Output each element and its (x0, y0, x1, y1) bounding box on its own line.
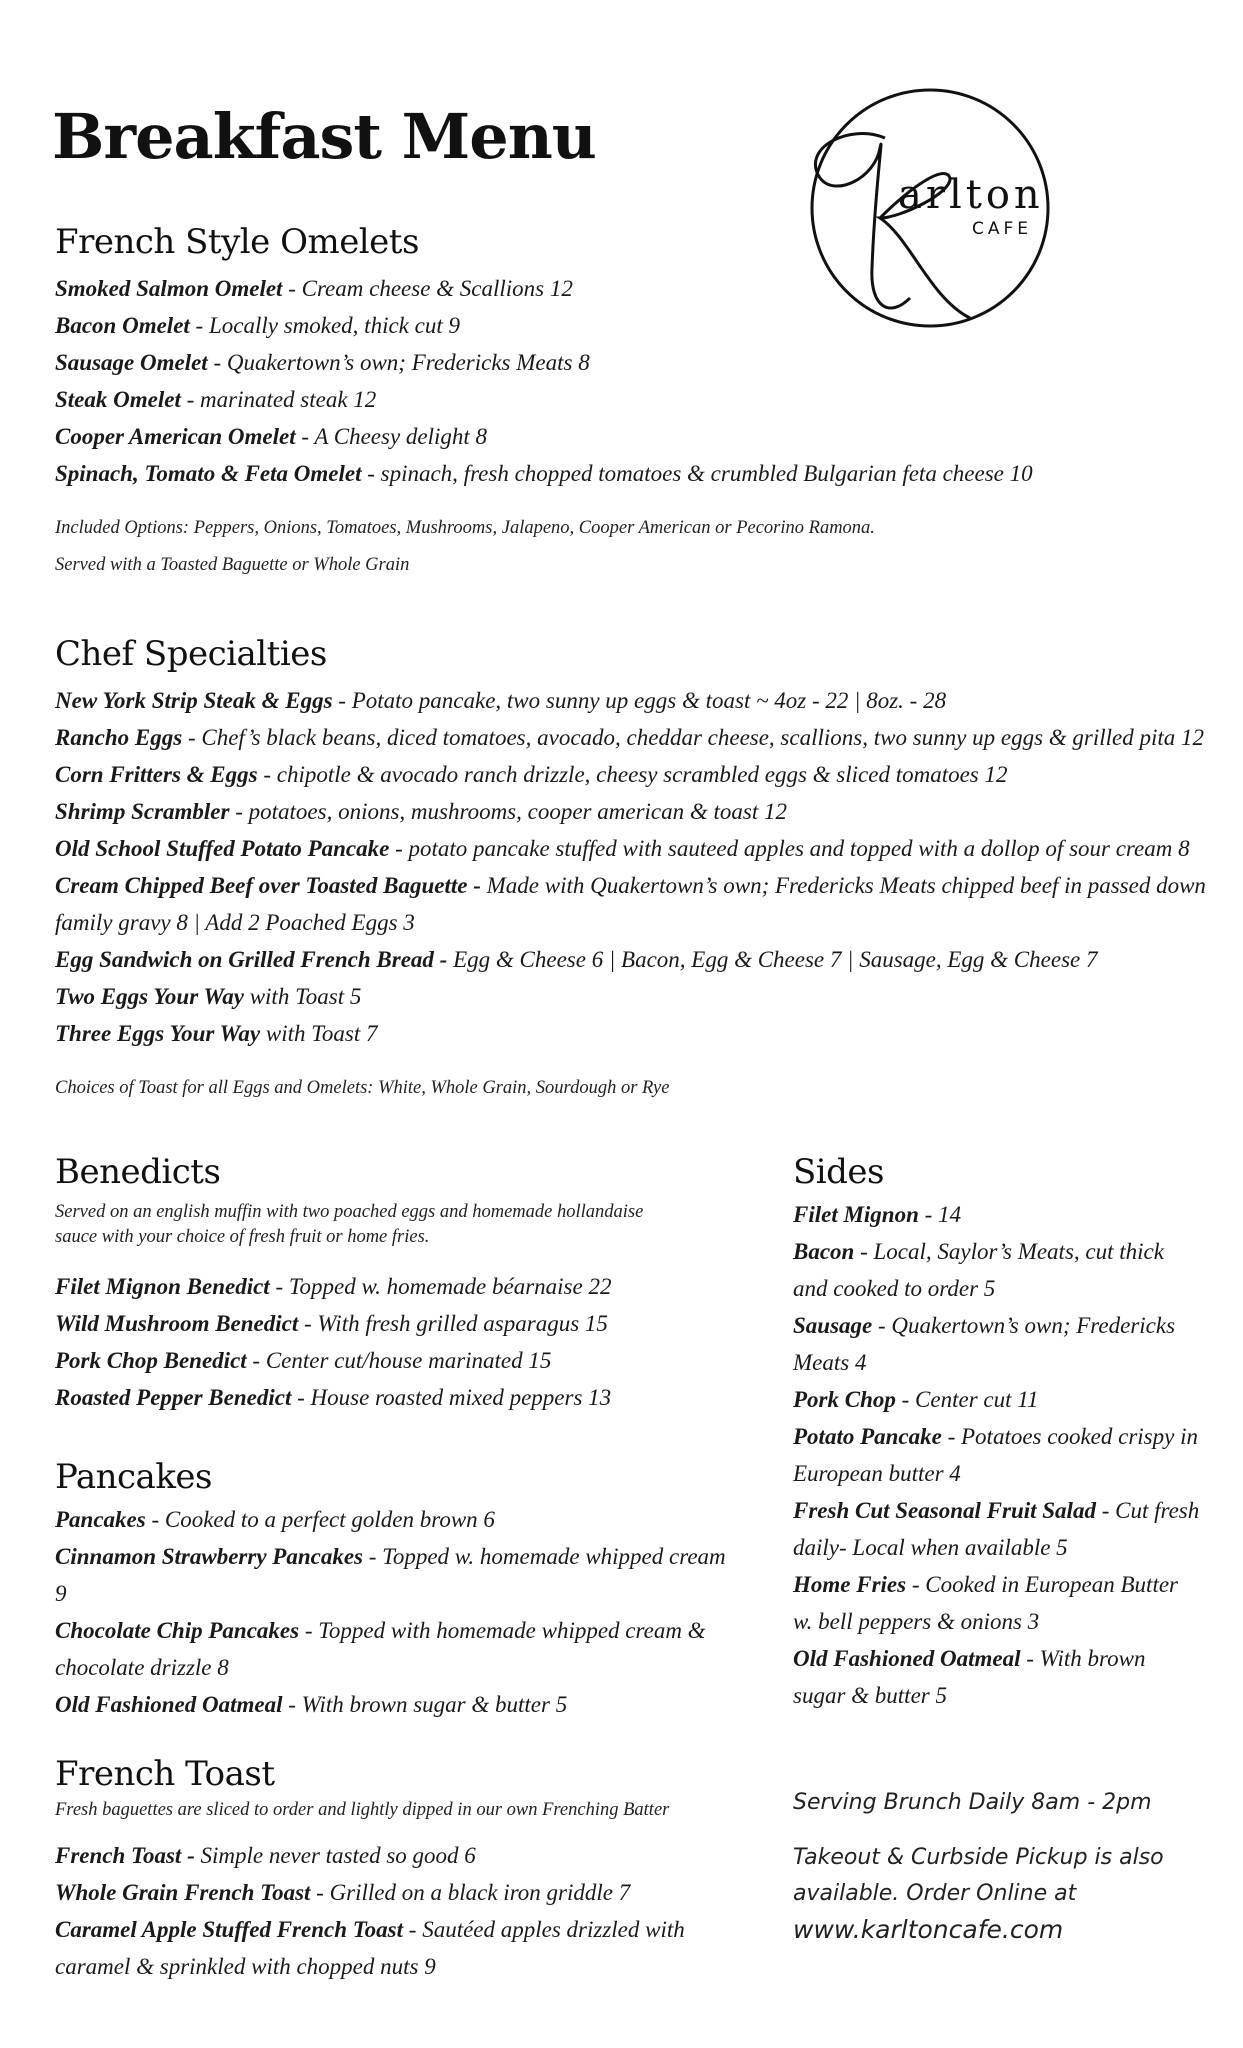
menu-item (793, 1640, 1203, 1714)
item-desc: - Cooked to a perfect golden brown 6 (145, 1507, 495, 1532)
benedicts-section (55, 1150, 755, 1416)
item-desc: - Chef’s black beans, diced tomatoes, avocado, cheddar cheese, scallions, two sunny up eggs & grilled pita 12 (182, 725, 1205, 750)
menu-item (55, 418, 1215, 455)
item-desc: - Grilled on a black iron griddle 7 (310, 1880, 631, 1905)
menu-item (55, 381, 1215, 418)
item-desc: - Topped with homemade whipped cream & chocolate drizzle 8 (55, 1618, 706, 1680)
item-desc: - Topped w. homemade béarnaise 22 (269, 1274, 612, 1299)
website-link[interactable]: www.karltoncafe.com (793, 1915, 1064, 1944)
item-desc: - House roasted mixed peppers 13 (291, 1385, 612, 1410)
toast-choices-note: Choices of Toast for all Eggs and Omelets: White, Whole Grain, Sourdough or Rye (55, 1078, 670, 1098)
item-desc: - Local, Saylor’s Meats, cut thick and cooked to order 5 (793, 1239, 1164, 1301)
item-desc: Made with Quakertown’s own; Fredericks Meats chipped beef in passed down family gravy 8 | Add 2 Poached Eggs 3 (55, 873, 1206, 935)
item-name: Wild Mushroom Benedict (55, 1311, 299, 1336)
menu-item (55, 719, 1215, 756)
item-desc: - Center cut 11 (895, 1387, 1039, 1412)
menu-item (793, 1566, 1203, 1640)
item-name: Cream Chipped Beef over Toasted Baguette - (55, 873, 481, 898)
options-note: Included Options: Peppers, Onions, Tomatoes, Mushrooms, Jalapeno, Cooper American or Pecorino Ramona. (55, 518, 875, 538)
item-desc: - chipotle & avocado ranch drizzle, cheesy scrambled eggs & sliced tomatoes 12 (257, 762, 1008, 787)
item-desc: - With brown sugar & butter 5 (282, 1692, 568, 1717)
item-name: Bacon (793, 1239, 855, 1264)
item-desc: - potatoes, onions, mushrooms, cooper american & toast 12 (229, 799, 787, 824)
item-name: Two Eggs Your Way (55, 984, 244, 1009)
item-name: New York Strip Steak & Eggs (55, 688, 333, 713)
item-name: Egg Sandwich on Grilled French Bread - (55, 947, 448, 972)
menu-item (55, 867, 1215, 941)
item-desc: - 14 (918, 1202, 962, 1227)
section-notes (55, 1070, 1215, 1107)
menu-item (55, 793, 1215, 830)
menu-items (55, 682, 1215, 1052)
section-heading: Benedicts (55, 1152, 221, 1192)
item-desc: - Locally smoked, thick cut 9 (189, 313, 460, 338)
pancakes-section (55, 1455, 735, 1723)
menu-item (55, 1268, 755, 1305)
item-desc: - Cut fresh daily- Local when available 5 (793, 1498, 1200, 1560)
menu-items (793, 1196, 1203, 1714)
item-name: Pancakes (55, 1507, 146, 1532)
item-name: Potato Pancake (793, 1424, 942, 1449)
item-desc: with Toast 7 (260, 1021, 378, 1046)
item-desc: - Sautéed apples drizzled with caramel & sprinkled with chopped nuts 9 (55, 1917, 685, 1979)
takeout-text: Takeout & Curbside Pickup is also available. Order Online at (793, 1845, 1164, 1906)
item-name: French Toast - (55, 1843, 195, 1868)
menu-item (55, 1911, 755, 1985)
item-desc: - With brown sugar & butter 5 (793, 1646, 1146, 1708)
item-name: Shrimp Scrambler (55, 799, 230, 824)
item-name: Three Eggs Your Way (55, 1021, 261, 1046)
menu-item (55, 270, 1215, 307)
item-name: Filet Mignon (793, 1202, 919, 1227)
chef-specialties-section (55, 632, 1215, 1107)
item-desc: - With fresh grilled asparagus 15 (298, 1311, 608, 1336)
item-name: Steak Omelet (55, 387, 181, 412)
item-name: Sausage Omelet (55, 350, 208, 375)
menu-item (793, 1233, 1203, 1307)
menu-item (55, 756, 1215, 793)
menu-item (55, 307, 1215, 344)
item-desc: - Quakertown’s own; Fredericks Meats 4 (793, 1313, 1176, 1375)
section-intro: Fresh baguettes are sliced to order and lightly dipped in our own Frenching Batter (55, 1800, 670, 1820)
menu-item (55, 978, 1215, 1015)
item-desc: with Toast 5 (243, 984, 362, 1009)
menu-item (55, 344, 1215, 381)
section-heading: Sides (793, 1152, 884, 1192)
menu-item (55, 1874, 755, 1911)
item-name: Roasted Pepper Benedict (55, 1385, 292, 1410)
item-desc: - Potato pancake, two sunny up eggs & toast ~ 4oz - 22 | 8oz. - 28 (332, 688, 947, 713)
section-heading: Pancakes (55, 1457, 213, 1497)
section-heading: French Style Omelets (55, 222, 419, 262)
menu-item (55, 1612, 735, 1686)
item-name: Old School Stuffed Potato Pancake (55, 836, 390, 861)
menu-item (55, 1305, 755, 1342)
item-name: Spinach, Tomato & Feta Omelet (55, 461, 362, 486)
french-toast-section (55, 1752, 755, 1985)
logo-sub: CAFE (972, 219, 1033, 239)
item-name: Chocolate Chip Pancakes (55, 1618, 300, 1643)
item-desc: - spinach, fresh chopped tomatoes & crumbled Bulgarian feta cheese 10 (361, 461, 1033, 486)
menu-item (793, 1196, 1203, 1233)
item-name: Cinnamon Strawberry Pancakes (55, 1544, 363, 1569)
item-desc: - Quakertown’s own; Fredericks Meats 8 (207, 350, 590, 375)
served-note: Served with a Toasted Baguette or Whole Grain (55, 555, 410, 575)
brunch-hours: Serving Brunch Daily 8am - 2pm (793, 1790, 1152, 1815)
menu-item (55, 1686, 735, 1723)
item-name: Old Fashioned Oatmeal (793, 1646, 1021, 1671)
menu-item (793, 1492, 1203, 1566)
item-desc: - Cooked in European Butter w. bell peppers & onions 3 (793, 1572, 1178, 1634)
section-heading: Chef Specialties (55, 634, 327, 674)
menu-item (55, 830, 1215, 867)
omelets-section (55, 220, 1215, 584)
item-name: Rancho Eggs (55, 725, 183, 750)
item-desc: Simple never tasted so good 6 (194, 1843, 476, 1868)
item-desc: - Topped w. homemade whipped cream 9 (55, 1544, 726, 1606)
menu-item (55, 1015, 1215, 1052)
item-name: Caramel Apple Stuffed French Toast (55, 1917, 404, 1942)
menu-item (55, 682, 1215, 719)
menu-item (55, 1538, 735, 1612)
sides-section (793, 1150, 1203, 1714)
item-desc: - Center cut/house marinated 15 (246, 1348, 552, 1373)
item-desc: - Cream cheese & Scallions 12 (282, 276, 573, 301)
menu-item (793, 1381, 1203, 1418)
menu-item (55, 1379, 755, 1416)
item-name: Sausage (793, 1313, 873, 1338)
menu-items (55, 1501, 735, 1723)
section-notes (55, 510, 1215, 584)
item-name: Pork Chop Benedict (55, 1348, 247, 1373)
section-intro: Served on an english muffin with two poached eggs and homemade hollandaise sauce with your choice of fresh fruit or home fries. (55, 1202, 644, 1247)
item-name: Smoked Salmon Omelet (55, 276, 283, 301)
menu-items (55, 1837, 755, 1985)
logo-name: arlton (898, 172, 1044, 218)
menu-items (55, 270, 1215, 492)
item-desc: - Potatoes cooked crispy in European butter 4 (793, 1424, 1198, 1486)
item-desc: Egg & Cheese 6 | Bacon, Egg & Cheese 7 | Sausage, Egg & Cheese 7 (447, 947, 1098, 972)
menu-item (55, 1501, 735, 1538)
item-name: Fresh Cut Seasonal Fruit Salad (793, 1498, 1096, 1523)
menu-item (55, 1837, 755, 1874)
section-heading: French Toast (55, 1754, 275, 1794)
item-name: Cooper American Omelet (55, 424, 296, 449)
item-name: Corn Fritters & Eggs (55, 762, 258, 787)
item-name: Old Fashioned Oatmeal (55, 1692, 283, 1717)
menu-item (55, 1342, 755, 1379)
menu-item (793, 1307, 1203, 1381)
takeout-info (793, 1840, 1193, 1950)
page-title: Breakfast Menu (52, 100, 596, 173)
item-name: Bacon Omelet (55, 313, 190, 338)
menu-item (55, 455, 1215, 492)
item-desc: - marinated steak 12 (180, 387, 377, 412)
menu-item (793, 1418, 1203, 1492)
item-name: Home Fries (793, 1572, 907, 1597)
menu-item (55, 941, 1215, 978)
item-name: Whole Grain French Toast (55, 1880, 311, 1905)
item-name: Filet Mignon Benedict (55, 1274, 270, 1299)
menu-items (55, 1268, 755, 1416)
item-desc: - A Cheesy delight 8 (295, 424, 488, 449)
item-name: Pork Chop (793, 1387, 896, 1412)
item-desc: - potato pancake stuffed with sauteed apples and topped with a dollop of sour cream 8 (389, 836, 1190, 861)
